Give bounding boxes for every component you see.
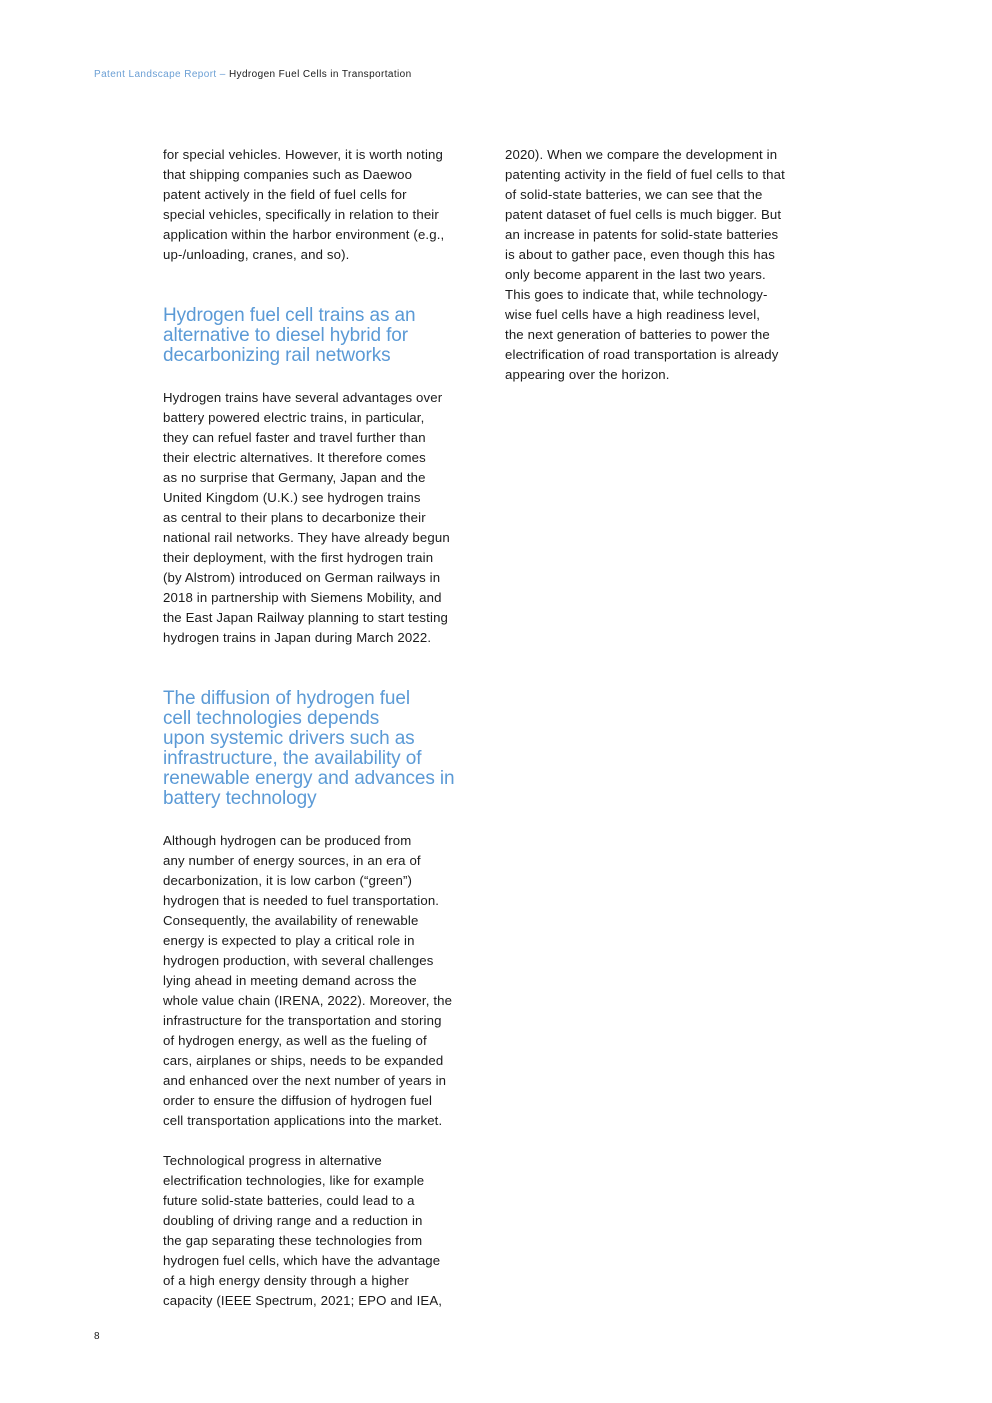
text-line: up-/unloading, cranes, and so). <box>163 247 350 262</box>
text-line: patenting activity in the field of fuel cells to that <box>505 167 785 182</box>
text-line: order to ensure the diffusion of hydrogen fuel <box>163 1093 433 1108</box>
text-line: of solid-state batteries, we can see that the <box>505 187 763 202</box>
text-line: their electric alternatives. It therefore comes <box>163 450 426 465</box>
report-name: Patent Landscape Report – <box>94 69 229 80</box>
text-line: capacity (IEEE Spectrum, 2021; EPO and IEA, <box>163 1293 443 1308</box>
text-line: cell transportation applications into the market. <box>163 1113 443 1128</box>
report-title: Hydrogen Fuel Cells in Transportation <box>228 69 412 80</box>
paragraph <box>163 388 483 648</box>
section-heading <box>163 689 483 809</box>
text-line: an increase in patents for solid-state batteries <box>505 227 779 242</box>
text-line: Technological progress in alternative <box>163 1153 382 1168</box>
section-heading <box>163 306 483 366</box>
right-column <box>505 145 825 385</box>
paragraph <box>163 1151 483 1311</box>
text-line: infrastructure for the transportation and storing <box>163 1013 442 1028</box>
heading-line: battery technology <box>163 788 317 809</box>
text-line: any number of energy sources, in an era of <box>163 853 421 868</box>
heading-line: upon systemic drivers such as <box>163 728 415 749</box>
heading-line: alternative to diesel hybrid for <box>163 325 408 346</box>
text-line: patent actively in the field of fuel cells for <box>163 187 407 202</box>
paragraph <box>163 145 483 265</box>
heading-line: The diffusion of hydrogen fuel <box>163 688 410 709</box>
text-line: decarbonization, it is low carbon (“green”) <box>163 873 413 888</box>
heading-line: infrastructure, the availability of <box>163 748 422 769</box>
text-line: 2018 in partnership with Siemens Mobility, and <box>163 590 442 605</box>
paragraph <box>163 831 483 1131</box>
text-line: hydrogen that is needed to fuel transportation. <box>163 893 440 908</box>
text-line: special vehicles, specifically in relation to their <box>163 207 439 222</box>
text-line: of a high energy density through a higher <box>163 1273 409 1288</box>
text-line: electrification technologies, like for example <box>163 1173 425 1188</box>
text-line: This goes to indicate that, while technology- <box>505 287 768 302</box>
left-column <box>163 145 483 1311</box>
text-line: as no surprise that Germany, Japan and the <box>163 470 426 485</box>
text-line: and enhanced over the next number of years in <box>163 1073 447 1088</box>
text-line: whole value chain (IRENA, 2022). Moreover, the <box>163 993 453 1008</box>
text-line: they can refuel faster and travel further than <box>163 430 426 445</box>
text-line: of hydrogen energy, as well as the fueling of <box>163 1033 427 1048</box>
text-line: only become apparent in the last two years. <box>505 267 766 282</box>
text-line: lying ahead in meeting demand across the <box>163 973 417 988</box>
text-line: future solid-state batteries, could lead to a <box>163 1193 415 1208</box>
text-line: energy is expected to play a critical role in <box>163 933 415 948</box>
paragraph <box>505 145 825 385</box>
text-line: for special vehicles. However, it is worth noting <box>163 147 444 162</box>
text-line: Although hydrogen can be produced from <box>163 833 412 848</box>
text-line: 2020). When we compare the development in <box>505 147 778 162</box>
text-line: Hydrogen trains have several advantages over <box>163 390 443 405</box>
text-line: electrification of road transportation is already <box>505 347 779 362</box>
text-line: their deployment, with the first hydrogen train <box>163 550 434 565</box>
running-header <box>94 69 412 80</box>
text-line: hydrogen production, with several challenges <box>163 953 434 968</box>
heading-line: decarbonizing rail networks <box>163 345 391 366</box>
text-line: hydrogen trains in Japan during March 2022. <box>163 630 432 645</box>
text-line: the East Japan Railway planning to start testing <box>163 610 449 625</box>
text-line: battery powered electric trains, in particular, <box>163 410 425 425</box>
text-line: that shipping companies such as Daewoo <box>163 167 413 182</box>
text-line: wise fuel cells have a high readiness level, <box>505 307 761 322</box>
text-line: United Kingdom (U.K.) see hydrogen trains <box>163 490 421 505</box>
text-line: Consequently, the availability of renewable <box>163 913 419 928</box>
text-line: is about to gather pace, even though this has <box>505 247 775 262</box>
text-line: the gap separating these technologies from <box>163 1233 423 1248</box>
text-line: the next generation of batteries to power the <box>505 327 770 342</box>
text-line: application within the harbor environment (e.g., <box>163 227 445 242</box>
page-number: 8 <box>94 1331 100 1342</box>
text-line: appearing over the horizon. <box>505 367 670 382</box>
text-line: national rail networks. They have already begun <box>163 530 450 545</box>
text-line: hydrogen fuel cells, which have the advantage <box>163 1253 441 1268</box>
heading-line: Hydrogen fuel cell trains as an <box>163 305 416 326</box>
text-line: doubling of driving range and a reduction in <box>163 1213 423 1228</box>
heading-line: cell technologies depends <box>163 708 380 729</box>
text-line: cars, airplanes or ships, needs to be expanded <box>163 1053 444 1068</box>
text-line: as central to their plans to decarbonize their <box>163 510 426 525</box>
text-line: (by Alstrom) introduced on German railways in <box>163 570 441 585</box>
heading-line: renewable energy and advances in <box>163 768 455 789</box>
text-line: patent dataset of fuel cells is much bigger. But <box>505 207 782 222</box>
